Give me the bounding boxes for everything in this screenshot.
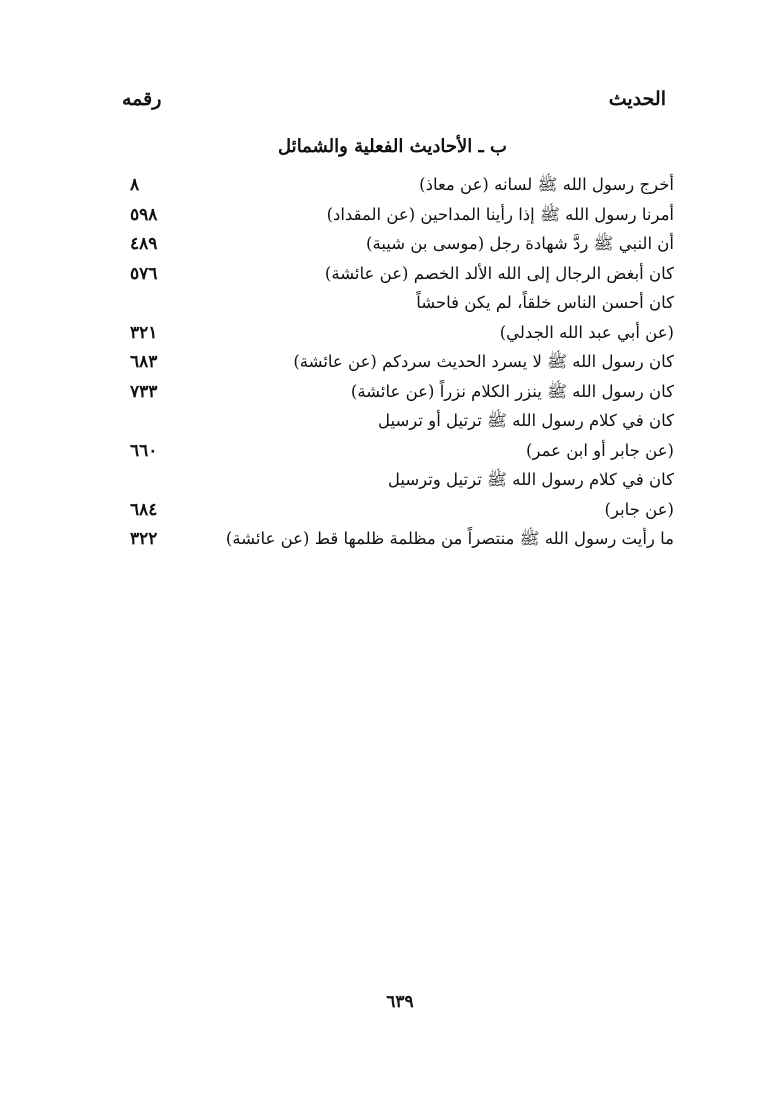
list-item <box>0 409 760 439</box>
section-title: ب ـ الأحاديث الفعلية والشمائل <box>278 136 507 157</box>
hadith-number: ٣٢٢ <box>130 529 158 549</box>
column-header-number: رقمه <box>122 88 162 110</box>
list-item <box>0 439 760 469</box>
hadith-text: (عن أبي عبد الله الجدلي) <box>499 322 674 342</box>
list-item <box>0 380 760 410</box>
list-item <box>0 232 760 262</box>
hadith-text: كان أحسن الناس خلقاً، لم يكن فاحشاً <box>416 293 674 312</box>
hadith-number: ٣٢١ <box>130 322 158 343</box>
hadith-text: كان أبغض الرجال إلى الله الألد الخصم (عن عائشة) <box>324 263 674 283</box>
list-item <box>0 262 760 292</box>
hadith-number: ٥٧٦ <box>130 263 158 284</box>
hadith-number: ٦٦٠ <box>130 440 158 461</box>
hadith-text: ما رأيت رسول الله ﷺ منتصراً من مظلمة ظلمها قط (عن عائشة) <box>225 529 674 548</box>
hadith-number: ٦٨٣ <box>130 352 158 372</box>
hadith-text: كان رسول الله ﷺ ينزر الكلام نزراً (عن عائشة) <box>350 381 674 401</box>
hadith-number: ٥٩٨ <box>130 204 158 225</box>
page-number: ٦٣٩ <box>386 992 414 1012</box>
list-item <box>0 321 760 351</box>
list-item <box>0 350 760 380</box>
list-item <box>0 173 760 203</box>
list-item <box>0 527 760 557</box>
hadith-text: (عن جابر أو ابن عمر) <box>526 440 674 460</box>
column-header-hadith: الحديث <box>608 88 666 110</box>
hadith-text: أمرنا رسول الله ﷺ إذا رأينا المداحين (عن المقداد) <box>326 204 674 224</box>
hadith-number: ٧٣٣ <box>130 381 158 402</box>
hadith-text: أن النبي ﷺ ردَّ شهادة رجل (موسى بن شيبة) <box>366 234 674 253</box>
list-item <box>0 468 760 498</box>
hadith-number: ٤٨٩ <box>130 234 158 254</box>
hadith-text: كان رسول الله ﷺ لا يسرد الحديث سردكم (عن عائشة) <box>293 352 674 371</box>
hadith-index-list <box>0 173 760 557</box>
hadith-text: (عن جابر) <box>604 499 674 519</box>
list-item <box>0 498 760 528</box>
list-item <box>0 291 760 321</box>
hadith-number: ٨ <box>130 175 140 195</box>
hadith-text: كان في كلام رسول الله ﷺ ترتيل أو ترسيل <box>378 411 674 430</box>
hadith-text: كان في كلام رسول الله ﷺ ترتيل وترسيل <box>387 470 674 489</box>
list-item <box>0 203 760 233</box>
hadith-number: ٦٨٤ <box>130 499 158 520</box>
hadith-text: أخرج رسول الله ﷺ لسانه (عن معاذ) <box>419 175 674 194</box>
